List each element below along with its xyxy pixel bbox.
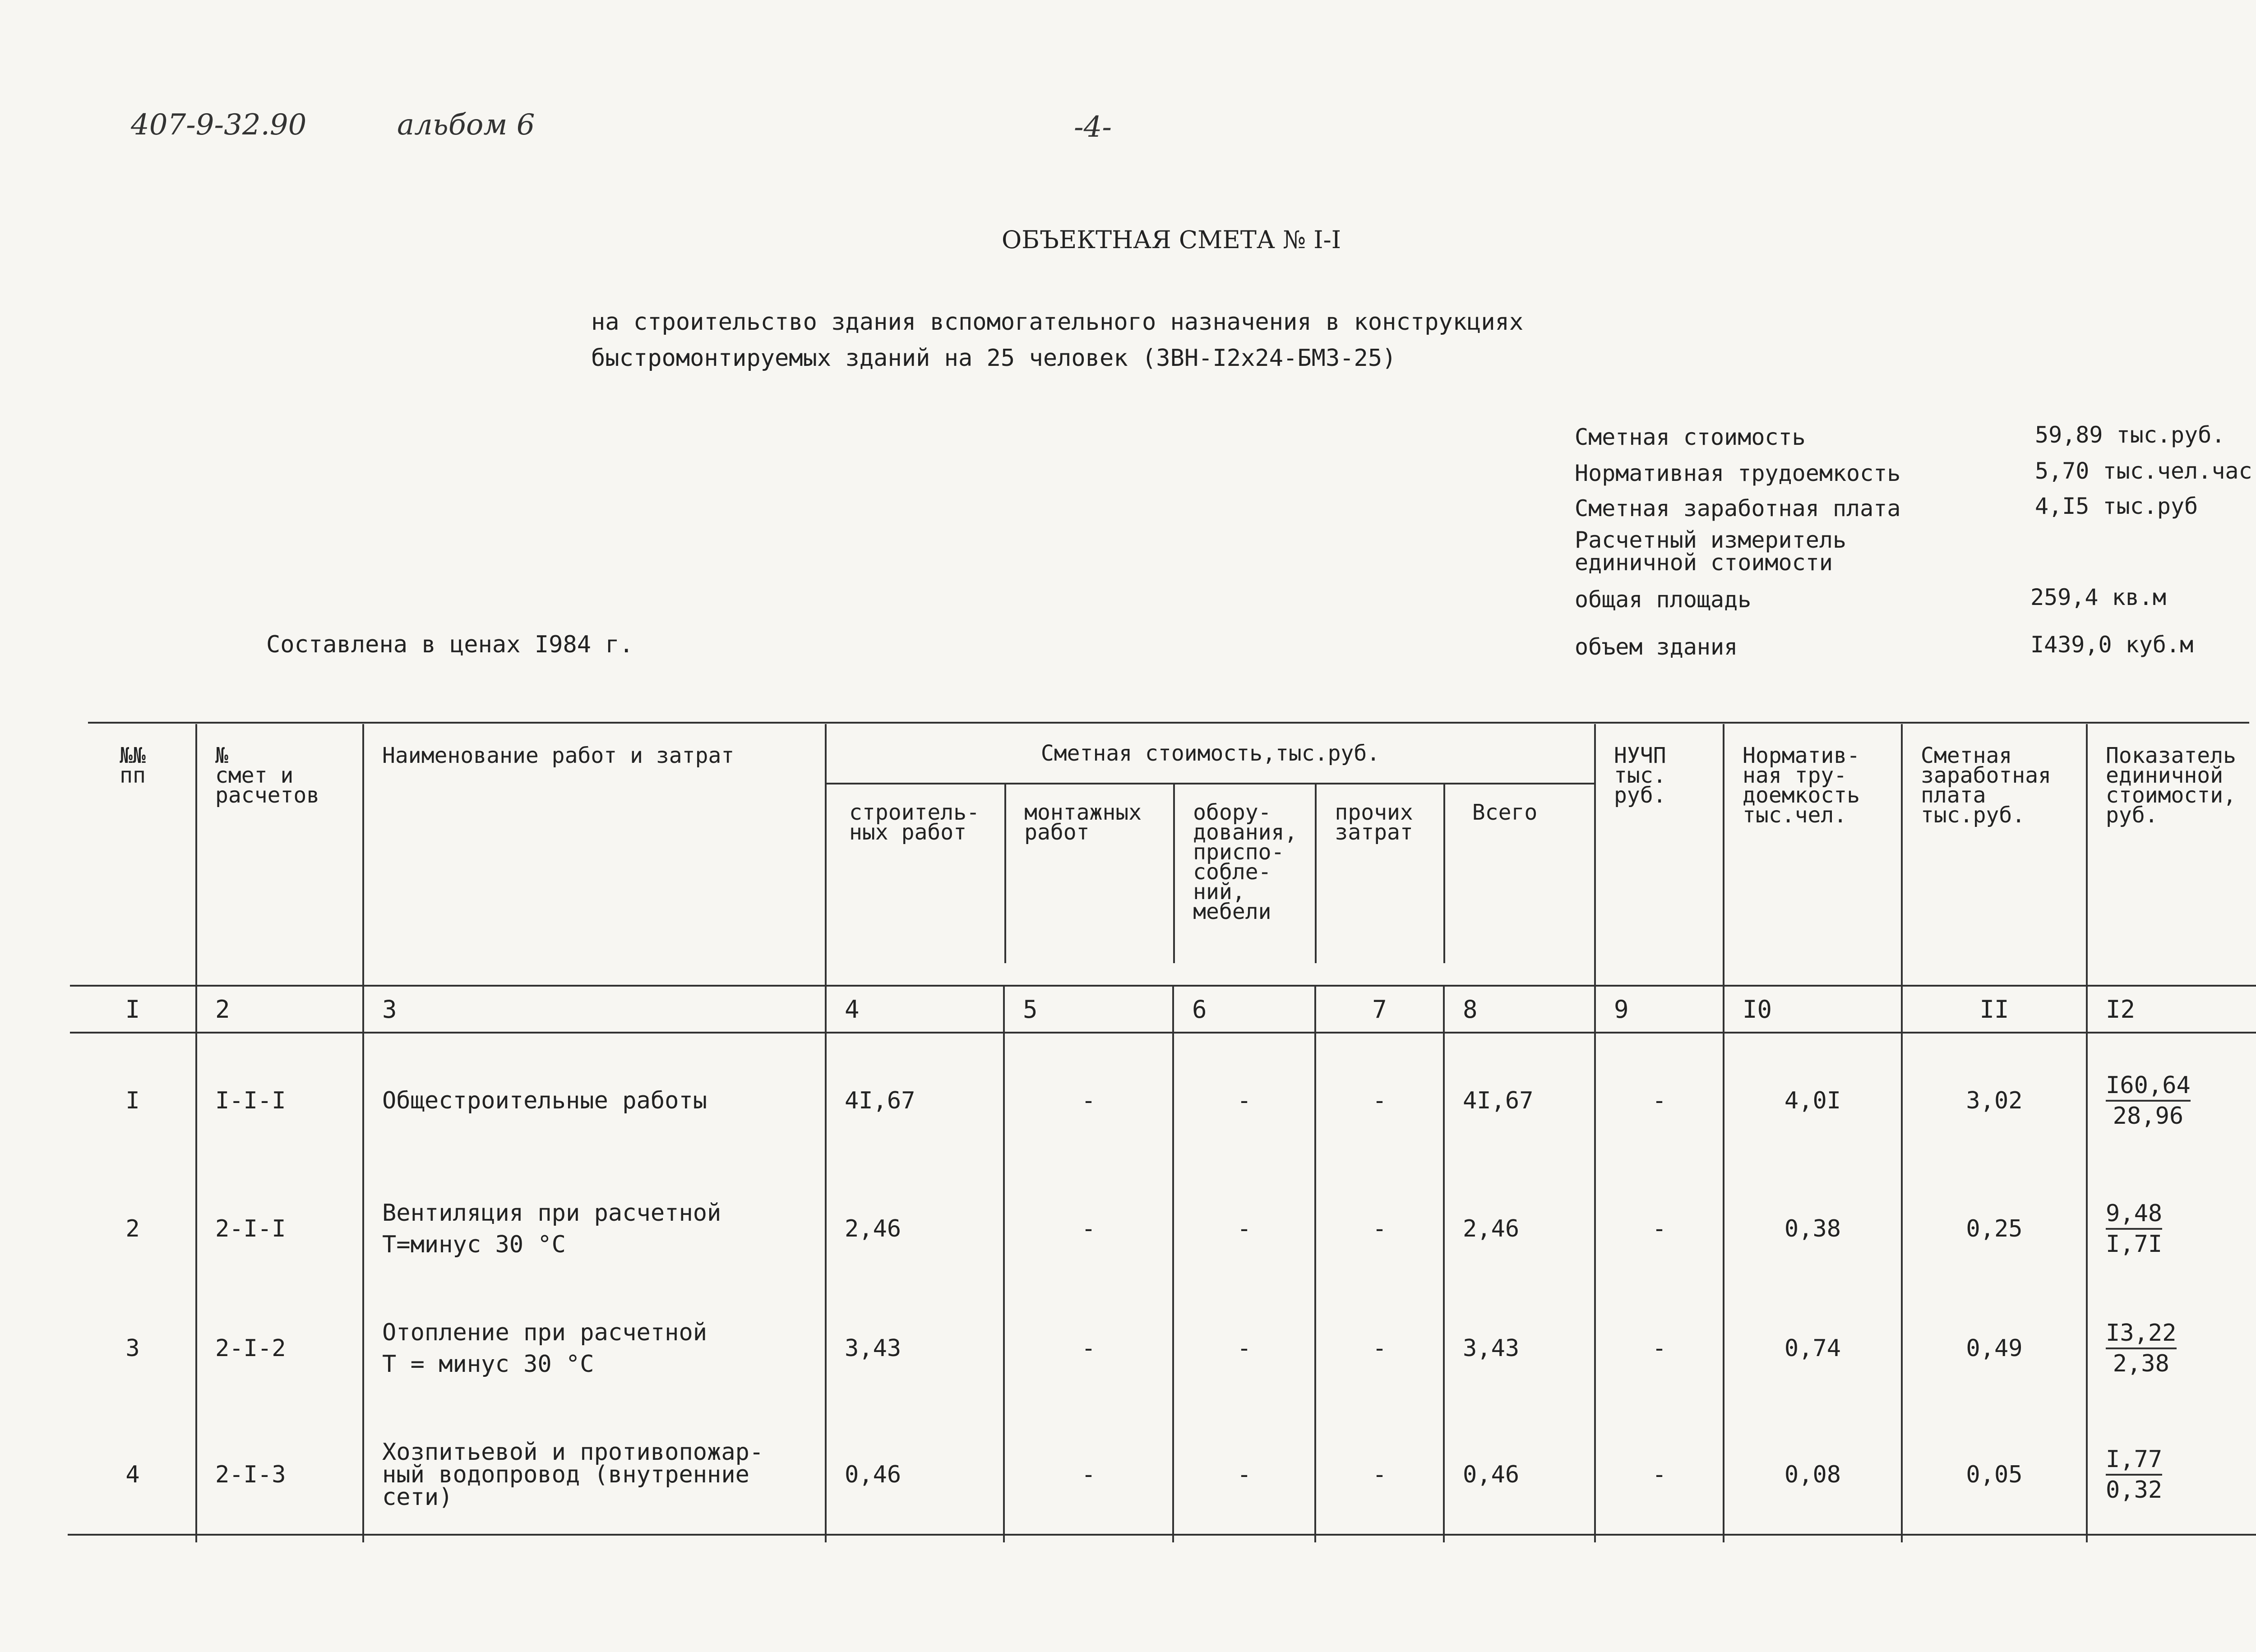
subtitle-line-1: на строительство здания вспомогательного назначения в конструкциях (591, 309, 1524, 336)
cell-other: - (1315, 1168, 1444, 1290)
cell-total: 3,43 (1444, 1290, 1595, 1407)
cell-mount: - (1004, 1033, 1173, 1168)
cell-equip: - (1173, 1033, 1315, 1168)
col-number: I (70, 986, 196, 1033)
col-number: 3 (363, 986, 826, 1033)
col-number: II (1902, 986, 2087, 1033)
summary-labor-value: 5,70 тыс.чел.час (2035, 458, 2252, 484)
cell-index (2087, 1290, 2256, 1407)
cell-wage: 0,05 (1902, 1407, 2087, 1542)
header-equip: обору- дования, приспо- собле- ний, мебели (1173, 784, 1315, 963)
index-numerator: I60,64 (2106, 1071, 2191, 1102)
summary-cost-label: Сметная стоимость (1575, 424, 1806, 450)
table-row (70, 1407, 2256, 1542)
col-number: I0 (1724, 986, 1902, 1033)
page-number: -4- (1074, 111, 1112, 144)
cell-name: Общестроительные работы (363, 1033, 826, 1168)
index-numerator: I3,22 (2106, 1319, 2177, 1349)
cell-index (2087, 1168, 2256, 1290)
doc-code: 407-9-32.90 (131, 108, 307, 142)
col-number: 4 (826, 986, 1004, 1033)
cell-smet: I-I-I (196, 1033, 363, 1168)
summary-wage-label: Сметная заработная плата (1575, 495, 1901, 521)
cell-equip: - (1173, 1168, 1315, 1290)
summary-meter-label-2: единичной стоимости (1575, 549, 1833, 576)
cell-wage: 0,25 (1902, 1168, 2087, 1290)
subtitle-line-2: быстромонтируемых зданий на 25 человек (ЗВН-I2х24-БМЗ-25) (591, 345, 1396, 372)
summary-area-label: общая площадь (1575, 586, 1752, 613)
cell-nuchp: - (1595, 1033, 1724, 1168)
cell-equip: - (1173, 1290, 1315, 1407)
col-number: 8 (1444, 986, 1595, 1033)
index-denominator: 2,38 (2113, 1350, 2169, 1377)
summary-volume-label: объем здания (1575, 634, 1738, 660)
cell-smet: 2-I-2 (196, 1290, 363, 1407)
table-row (70, 1290, 2256, 1407)
cell-total: 0,46 (1444, 1407, 1595, 1542)
header-mount: монтажных работ (1004, 784, 1173, 963)
cell-wage: 0,49 (1902, 1290, 2087, 1407)
cell-nuchp: - (1595, 1168, 1724, 1290)
cell-build: 3,43 (826, 1290, 1004, 1407)
table-header-row (70, 724, 2256, 986)
header-pp: №№ пп (120, 743, 146, 788)
summary-cost-value: 59,89 тыс.руб. (2035, 422, 2225, 448)
cell-smet: 2-I-I (196, 1168, 363, 1290)
cell-name: Отопление при расчетной Т = минус 30 °С (363, 1290, 826, 1407)
summary-volume-value: I439,0 куб.м (2030, 632, 2194, 658)
cell-nuchp: - (1595, 1407, 1724, 1542)
index-denominator: I,7I (2106, 1231, 2163, 1258)
cell-wage: 3,02 (1902, 1033, 2087, 1168)
header-wage: Сметная заработная плата тыс.руб. (1902, 724, 2087, 986)
estimate-table (70, 724, 2256, 1542)
col-number: 5 (1004, 986, 1173, 1033)
header-other: прочих затрат (1315, 784, 1443, 963)
table-top-rule (88, 722, 2249, 724)
index-fraction (2106, 1071, 2191, 1131)
cell-mount: - (1004, 1290, 1173, 1407)
cell-nuchp: - (1595, 1290, 1724, 1407)
table-bottom-rule (68, 1534, 2256, 1536)
cell-index (2087, 1407, 2256, 1542)
cell-build: 2,46 (826, 1168, 1004, 1290)
cell-equip: - (1173, 1407, 1315, 1542)
cell-build: 0,46 (826, 1407, 1004, 1542)
header-index: Показатель единичной стоимости, руб. (2087, 724, 2256, 986)
cell-build: 4I,67 (826, 1033, 1004, 1168)
prices-note: Составлена в ценах I984 г. (266, 631, 633, 658)
cell-other: - (1315, 1033, 1444, 1168)
table-row (70, 1033, 2256, 1168)
cell-smet: 2-I-3 (196, 1407, 363, 1542)
cell-index (2087, 1033, 2256, 1168)
summary-meter-label-1: Расчетный измеритель (1575, 527, 1847, 553)
cell-norm: 0,74 (1724, 1290, 1902, 1407)
cell-name: Вентиляция при расчетной Т=минус 30 °С (363, 1168, 826, 1290)
index-fraction (2106, 1319, 2177, 1378)
table-row (70, 1168, 2256, 1290)
estimate-title: ОБЪЕКТНАЯ СМЕТА № I-I (1002, 226, 1341, 254)
album-label: альбом 6 (397, 108, 535, 142)
cell-pp: 3 (125, 1335, 140, 1362)
cell-name: Хозпитьевой и противопожар- ный водопровод (внутренние сети) (363, 1407, 826, 1542)
col-number: 9 (1595, 986, 1724, 1033)
index-numerator: I,77 (2106, 1445, 2162, 1476)
index-denominator: 28,96 (2113, 1103, 2184, 1130)
cell-pp: 2 (125, 1215, 140, 1242)
cell-total: 4I,67 (1444, 1033, 1595, 1168)
col-number: I2 (2087, 986, 2256, 1033)
cell-norm: 0,38 (1724, 1168, 1902, 1290)
header-name: Наименование работ и затрат (363, 724, 826, 986)
cell-other: - (1315, 1290, 1444, 1407)
summary-area-value: 259,4 кв.м (2030, 584, 2167, 610)
header-smet: № смет и расчетов (196, 724, 363, 986)
header-total: Всего (1443, 784, 1594, 963)
column-numbers-row (70, 986, 2256, 1033)
header-build: строитель- ных работ (849, 800, 980, 845)
summary-wage-value: 4,I5 тыс.руб (2035, 493, 2198, 519)
index-numerator: 9,48 (2106, 1199, 2162, 1230)
cell-mount: - (1004, 1407, 1173, 1542)
cell-total: 2,46 (1444, 1168, 1595, 1290)
header-cost-group (826, 724, 1595, 986)
col-number: 7 (1315, 986, 1444, 1033)
header-norm: Норматив- ная тру- доемкость тыс.чел. (1724, 724, 1902, 986)
cell-other: - (1315, 1407, 1444, 1542)
col-number: 2 (196, 986, 363, 1033)
cell-norm: 0,08 (1724, 1407, 1902, 1542)
cell-norm: 4,0I (1724, 1033, 1902, 1168)
header-cost-group-label: Сметная стоимость,тыс.руб. (827, 724, 1594, 784)
index-fraction (2106, 1199, 2162, 1259)
index-fraction (2106, 1445, 2162, 1504)
index-denominator: 0,32 (2106, 1477, 2163, 1504)
summary-labor-label: Нормативная трудоемкость (1575, 460, 1901, 486)
cell-mount: - (1004, 1168, 1173, 1290)
cell-pp: 4 (125, 1461, 140, 1488)
col-number: 6 (1173, 986, 1315, 1033)
cell-pp: I (125, 1087, 140, 1114)
header-nuchp: НУЧП тыс. руб. (1595, 724, 1724, 986)
